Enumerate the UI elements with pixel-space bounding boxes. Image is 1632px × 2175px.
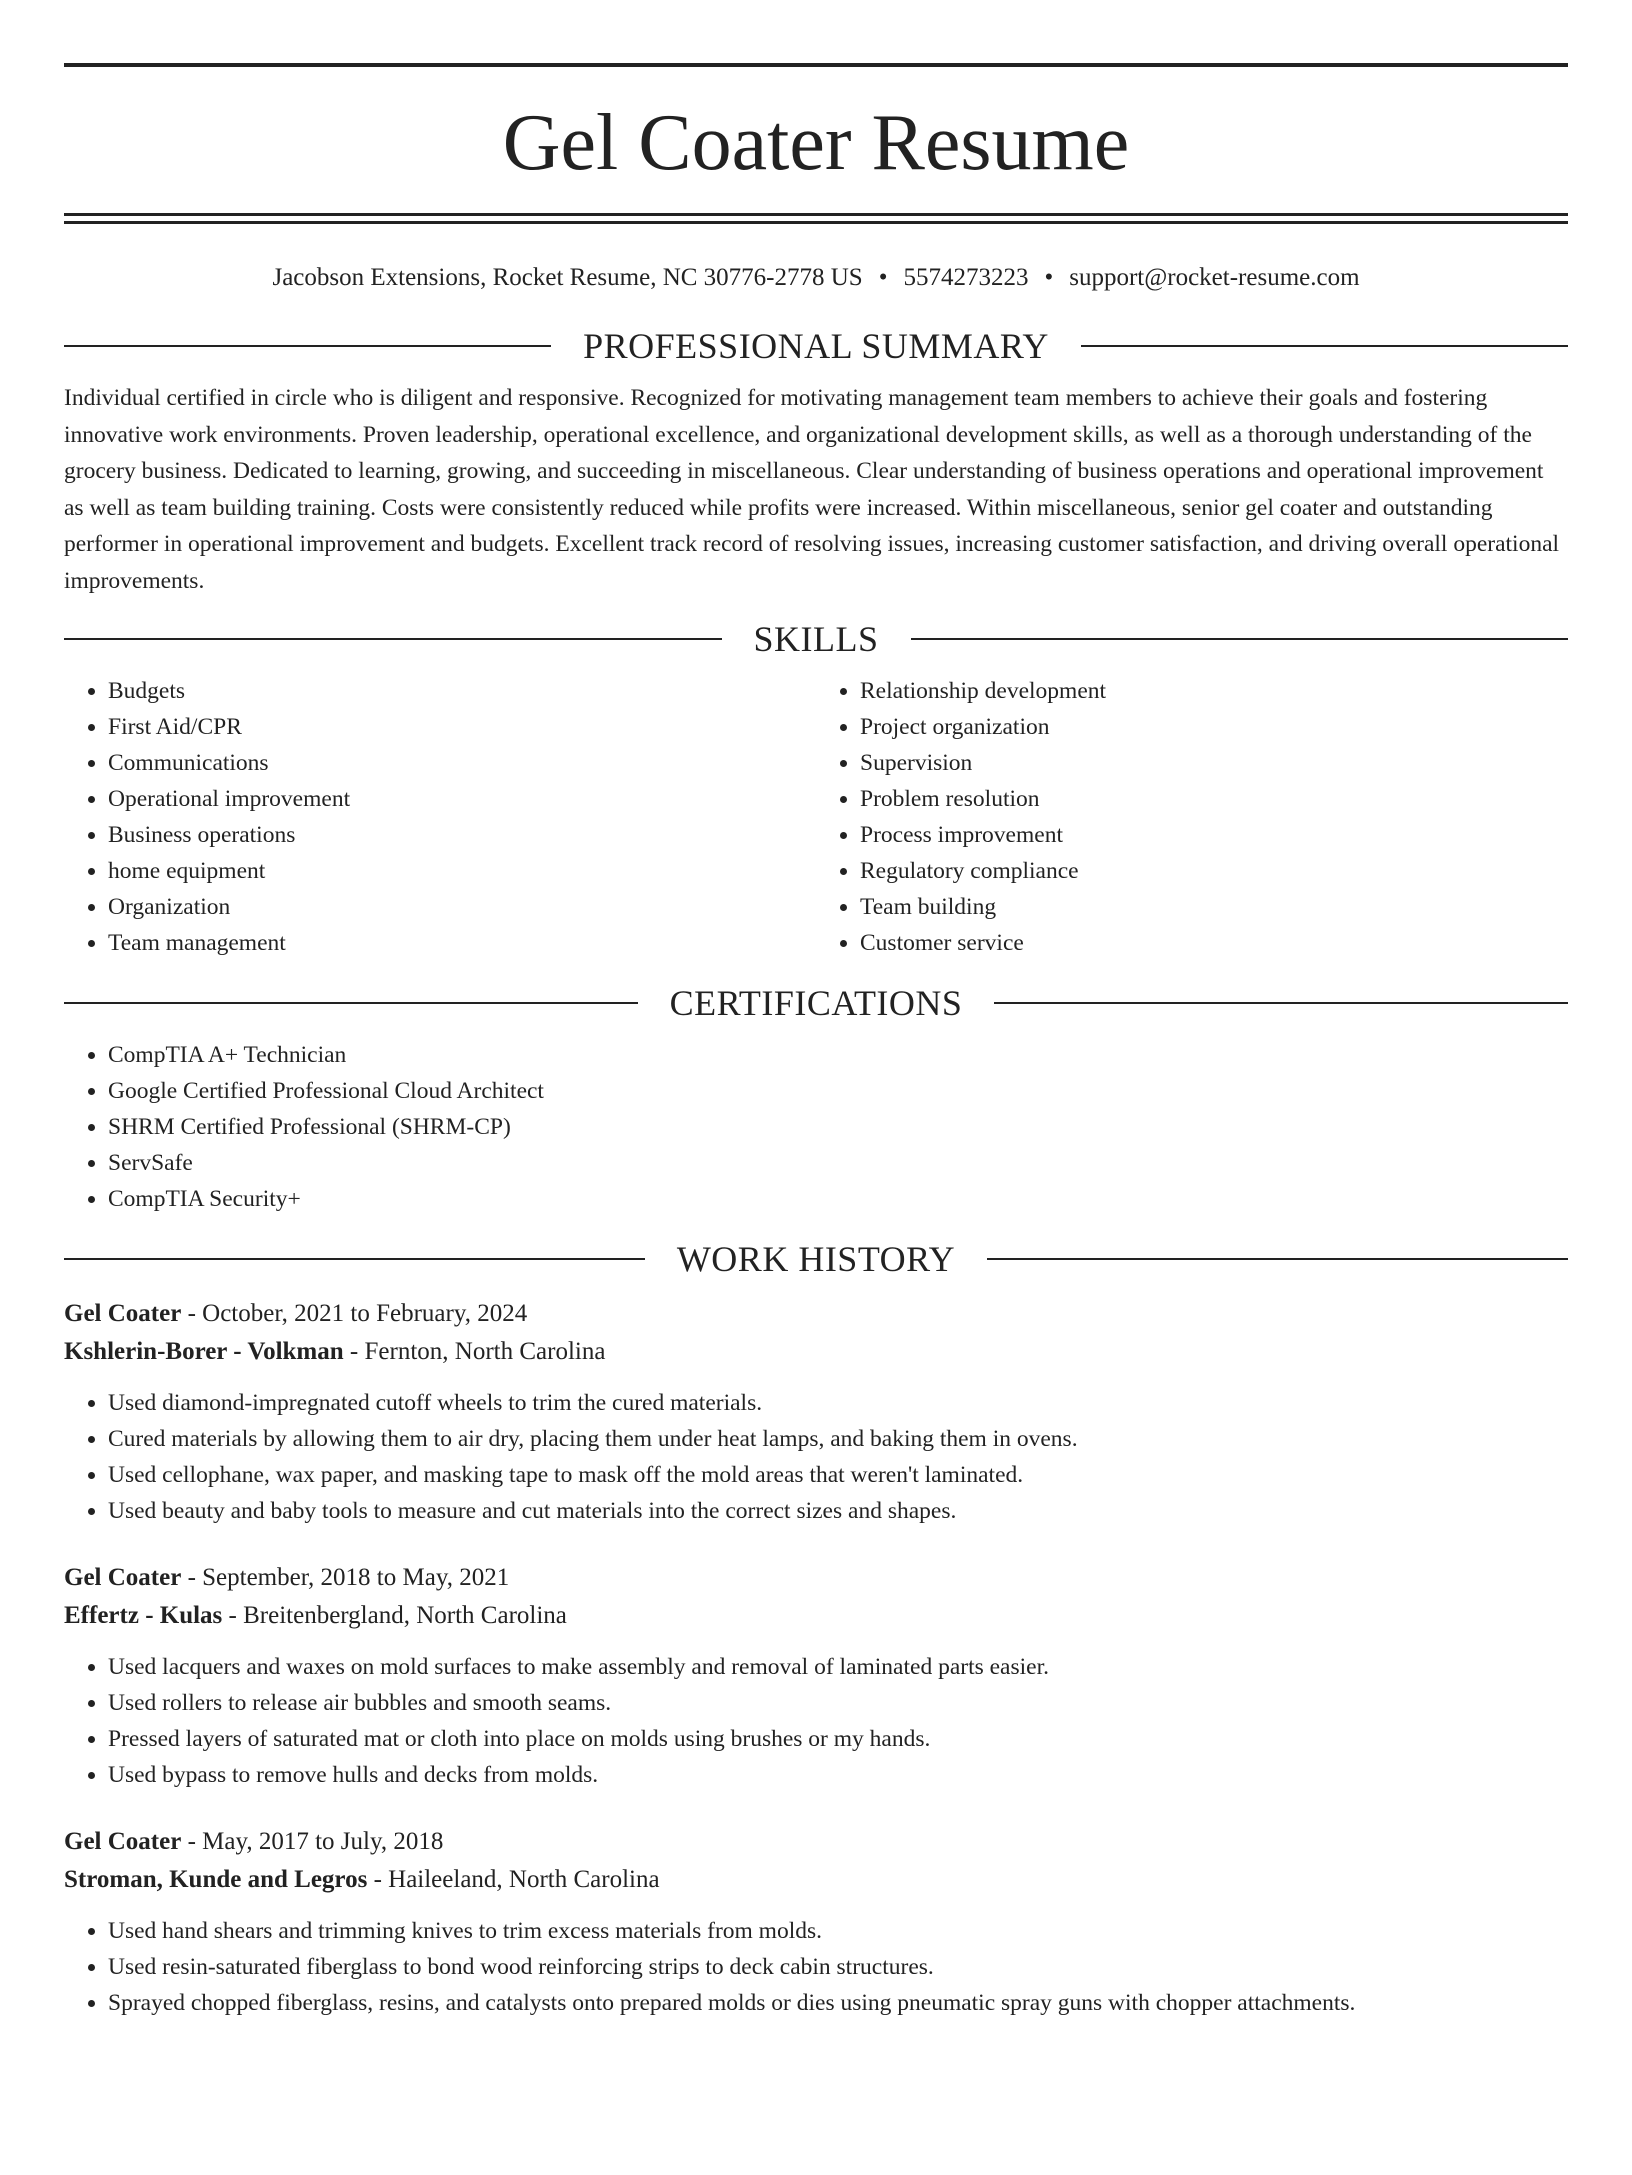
job-dates: - May, 2017 to July, 2018 [181, 1828, 444, 1855]
resume-title: Gel Coater Resume [502, 99, 1130, 187]
job-dates: - September, 2018 to May, 2021 [181, 1564, 510, 1591]
job-title-line [64, 1823, 1568, 1861]
title-double-rule [64, 213, 1568, 224]
skill-item: • Operational improvement [108, 781, 816, 817]
certification-item: • CompTIA Security+ [108, 1181, 1568, 1217]
skills-list-left [64, 673, 816, 961]
header-rule-left [64, 1258, 645, 1260]
skills-section-header [64, 619, 1568, 659]
work-history-heading: WORK HISTORY [676, 1239, 956, 1279]
skill-item: • Customer service [860, 925, 1568, 961]
header-rule-right [994, 1002, 1568, 1004]
contact-separator: • [878, 264, 888, 291]
certification-item: • ServSafe [108, 1145, 1568, 1181]
skill-item: • home equipment [108, 853, 816, 889]
summary-heading: PROFESSIONAL SUMMARY [583, 326, 1049, 366]
job-duties-list [64, 1913, 1568, 2021]
job-title: Gel Coater [64, 1300, 182, 1327]
skill-item: • First Aid/CPR [108, 709, 816, 745]
skill-item: • Relationship development [860, 673, 1568, 709]
job-title: Gel Coater [64, 1564, 182, 1591]
contact-email[interactable]: support@rocket-resume.com [1069, 264, 1360, 291]
work-history-section-header [64, 1239, 1568, 1279]
header-rule-left [64, 345, 551, 347]
skill-item: • Team building [860, 889, 1568, 925]
job-duties-list [64, 1385, 1568, 1529]
skills-columns [64, 673, 1568, 961]
duty-item: • Pressed layers of saturated mat or cloth into place on molds using brushes or my hands. [108, 1721, 1568, 1757]
skills-heading: SKILLS [753, 619, 879, 659]
duty-item: • Used rollers to release air bubbles and smooth seams. [108, 1685, 1568, 1721]
job-company-line [64, 1333, 1568, 1371]
contact-phone: 5574273223 [903, 264, 1029, 291]
resume-page [0, 63, 1632, 2175]
summary-section-header [64, 326, 1568, 366]
skill-item: • Supervision [860, 745, 1568, 781]
job-location: - Fernton, North Carolina [343, 1338, 606, 1365]
skill-item: • Organization [108, 889, 816, 925]
duty-item: • Used lacquers and waxes on mold surfaces to make assembly and removal of laminated parts easier. [108, 1649, 1568, 1685]
duty-item: • Used bypass to remove hulls and decks from molds. [108, 1757, 1568, 1793]
certifications-list [64, 1037, 1568, 1217]
job-entry [64, 1823, 1568, 2021]
duty-item: • Used cellophane, wax paper, and masking tape to mask off the mold areas that weren't laminated. [108, 1457, 1568, 1493]
skill-item: • Process improvement [860, 817, 1568, 853]
duty-item: • Used diamond-impregnated cutoff wheels to trim the cured materials. [108, 1385, 1568, 1421]
skill-item: • Project organization [860, 709, 1568, 745]
duty-item: • Used hand shears and trimming knives to trim excess materials from molds. [108, 1913, 1568, 1949]
header-rule-right [911, 638, 1569, 640]
skill-item: • Regulatory compliance [860, 853, 1568, 889]
certifications-heading: CERTIFICATIONS [669, 983, 963, 1023]
job-title-line [64, 1295, 1568, 1333]
top-rule [64, 63, 1568, 67]
header-rule-left [64, 638, 722, 640]
certification-item: • Google Certified Professional Cloud Architect [108, 1073, 1568, 1109]
duty-item: • Used resin-saturated fiberglass to bond wood reinforcing strips to deck cabin structures. [108, 1949, 1568, 1985]
job-company: Stroman, Kunde and Legros [64, 1866, 368, 1893]
job-location: - Breitenbergland, North Carolina [222, 1602, 567, 1629]
certification-item: • SHRM Certified Professional (SHRM-CP) [108, 1109, 1568, 1145]
job-entry [64, 1295, 1568, 1529]
contact-line [64, 263, 1568, 293]
header-rule-right [987, 1258, 1568, 1260]
job-title-line [64, 1559, 1568, 1597]
skill-item: • Business operations [108, 817, 816, 853]
duty-item: • Used beauty and baby tools to measure and cut materials into the correct sizes and shapes. [108, 1493, 1568, 1529]
duty-item: • Cured materials by allowing them to air dry, placing them under heat lamps, and baking them in ovens. [108, 1421, 1568, 1457]
job-entry [64, 1559, 1568, 1793]
job-company-line [64, 1597, 1568, 1635]
job-title: Gel Coater [64, 1828, 182, 1855]
skill-item: • Team management [108, 925, 816, 961]
job-location: - Haileeland, North Carolina [367, 1866, 660, 1893]
contact-address: Jacobson Extensions, Rocket Resume, NC 30776-2778 US [272, 264, 863, 291]
header-rule-left [64, 1002, 638, 1004]
job-duties-list [64, 1649, 1568, 1793]
certification-item: • CompTIA A+ Technician [108, 1037, 1568, 1073]
job-company: Effertz - Kulas [64, 1602, 223, 1629]
certifications-section-header [64, 983, 1568, 1023]
skill-item: • Communications [108, 745, 816, 781]
summary-text: Individual certified in circle who is diligent and responsive. Recognized for motivating management team members to achieve their goals and fostering innovative work environments. Proven leadership, operational excellence, and organizational development skills, as well as a thorough understanding of the grocery business. Dedicated to learning, growing, and succeeding in miscellaneous. Clear understanding of business operations and operational improvement as well as team building training. Costs were consistently reduced while profits were increased. Within miscellaneous, senior gel coater and outstanding performer in operational improvement and budgets. Excellent track record of resolving issues, increasing customer satisfaction, and driving overall operational improvements. [64, 385, 1560, 594]
job-company-line [64, 1861, 1568, 1899]
job-dates: - October, 2021 to February, 2024 [181, 1300, 528, 1327]
skills-list-right [816, 673, 1568, 961]
duty-item: • Sprayed chopped fiberglass, resins, and catalysts onto prepared molds or dies using pneumatic spray guns with chopper attachments. [108, 1985, 1568, 2021]
header-rule-right [1081, 345, 1568, 347]
job-company: Kshlerin-Borer - Volkman [64, 1338, 344, 1365]
skill-item: • Problem resolution [860, 781, 1568, 817]
contact-separator: • [1044, 264, 1054, 291]
skill-item: • Budgets [108, 673, 816, 709]
